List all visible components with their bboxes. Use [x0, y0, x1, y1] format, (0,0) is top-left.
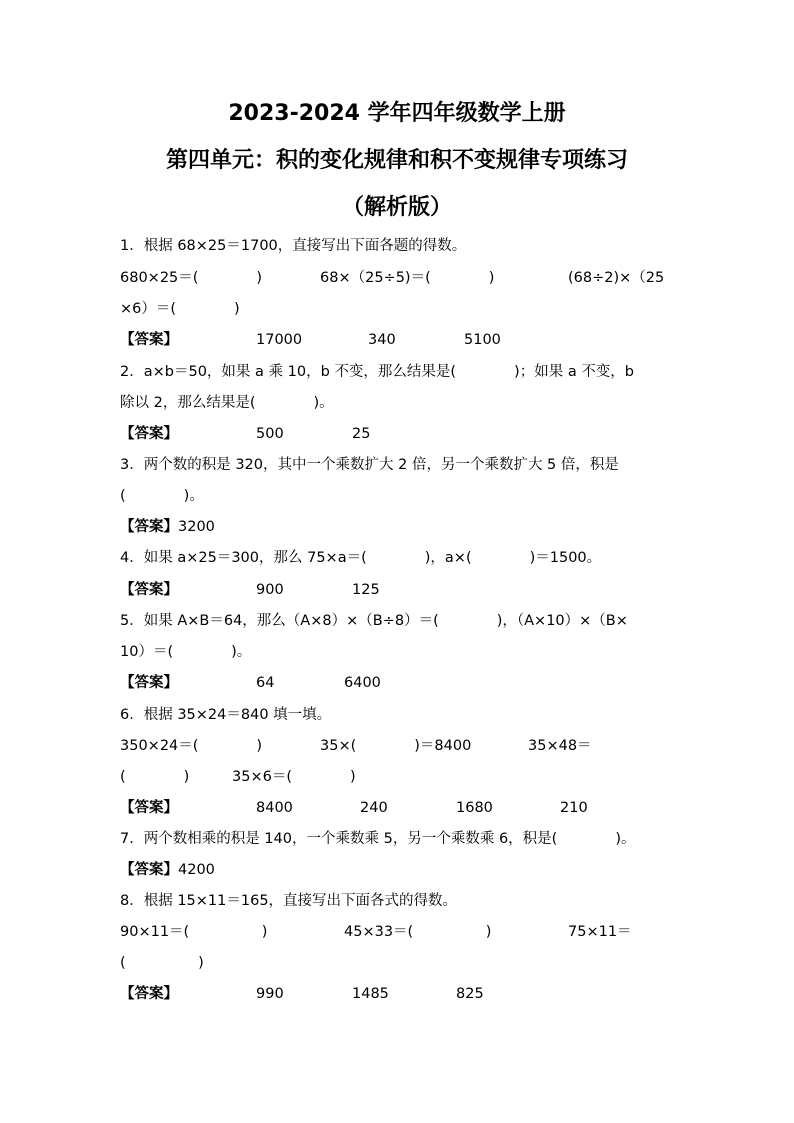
q3-answer-label: 【答案】: [120, 519, 178, 535]
q1-answer-label: 【答案】: [120, 332, 178, 348]
q6-item-d: 35×6＝( ): [232, 769, 356, 785]
q8-stem: 8．根据 15×11＝165，直接写出下面各式的得数。: [120, 893, 458, 909]
q2-answer-1: 500: [256, 426, 284, 442]
q7-answer-label: 【答案】: [120, 862, 178, 878]
q8-answer-3: 825: [456, 986, 484, 1002]
q8-answer-1: 990: [256, 986, 284, 1002]
q1-item-c: (68÷2)×（25: [568, 270, 665, 286]
q6-stem: 6．根据 35×24＝840 填一填。: [120, 707, 332, 723]
q3-line-1: 3．两个数的积是 320，其中一个乘数扩大 2 倍，另一个乘数扩大 5 倍，积是: [120, 457, 619, 473]
q5-answer-1: 64: [256, 675, 275, 691]
q6-answer-1: 8400: [256, 800, 293, 816]
q8-item-c-cont: ( ): [120, 955, 204, 971]
doc-title: 2023-2024 学年四年级数学上册: [228, 101, 566, 126]
q6-answer-3: 1680: [456, 800, 493, 816]
q4-answer-1: 900: [256, 582, 284, 598]
doc-edition: （解析版）: [341, 195, 452, 220]
q1-item-a: 680×25＝( ): [120, 270, 263, 286]
q8-item-b: 45×33＝( ): [344, 924, 492, 940]
q6-item-b: 35×( )＝8400: [320, 738, 472, 754]
q8-item-c: 75×11＝: [568, 924, 632, 940]
q7-answer: [120, 860, 215, 880]
q6-item-a: 350×24＝( ): [120, 738, 263, 754]
q1-item-c-cont: ×6）＝( ): [120, 301, 240, 317]
q1-stem: 1．根据 68×25＝1700，直接写出下面各题的得数。: [120, 238, 467, 254]
q2-line-2: 除以 2，那么结果是( )。: [120, 395, 334, 411]
q8-answer-2: 1485: [352, 986, 389, 1002]
q7-answer-value: 4200: [178, 862, 215, 878]
q2-answer-2: 25: [352, 426, 371, 442]
q2-answer-label: 【答案】: [120, 426, 178, 442]
q4-answer-label: 【答案】: [120, 582, 178, 598]
q5-answer-label: 【答案】: [120, 675, 178, 691]
q5-answer-2: 6400: [344, 675, 381, 691]
q3-answer: [120, 517, 215, 537]
q1-answer-3: 5100: [464, 332, 501, 348]
q1-item-b: 68×（25÷5)＝( ): [320, 270, 495, 286]
q6-answer-4: 210: [560, 800, 588, 816]
q4-line-1: 4．如果 a×25＝300，那么 75×a＝( )，a×( )＝1500。: [120, 550, 602, 566]
q1-answer-2: 340: [368, 332, 396, 348]
q3-line-2: ( )。: [120, 488, 204, 504]
q6-item-c: 35×48＝: [528, 738, 592, 754]
q7-line-1: 7．两个数相乘的积是 140，一个乘数乘 5，另一个乘数乘 6，积是( )。: [120, 831, 636, 847]
q3-answer-value: 3200: [178, 519, 215, 535]
q6-answer-2: 240: [360, 800, 388, 816]
q2-line-1: 2．a×b＝50，如果 a 乘 10，b 不变，那么结果是( )；如果 a 不变，b: [120, 364, 635, 380]
q5-line-2: 10）＝( )。: [120, 644, 252, 660]
q8-answer-label: 【答案】: [120, 986, 178, 1002]
q1-answer-1: 17000: [256, 332, 303, 348]
q6-answer-label: 【答案】: [120, 800, 178, 816]
q4-answer-2: 125: [352, 582, 380, 598]
q8-item-a: 90×11＝( ): [120, 924, 268, 940]
q6-item-c-cont: ( ): [120, 769, 190, 785]
q5-line-1: 5．如果 A×B＝64，那么（A×8）×（B÷8）＝( )，（A×10）×（B×: [120, 613, 628, 629]
doc-subtitle: 第四单元：积的变化规律和积不变规律专项练习: [165, 148, 628, 173]
